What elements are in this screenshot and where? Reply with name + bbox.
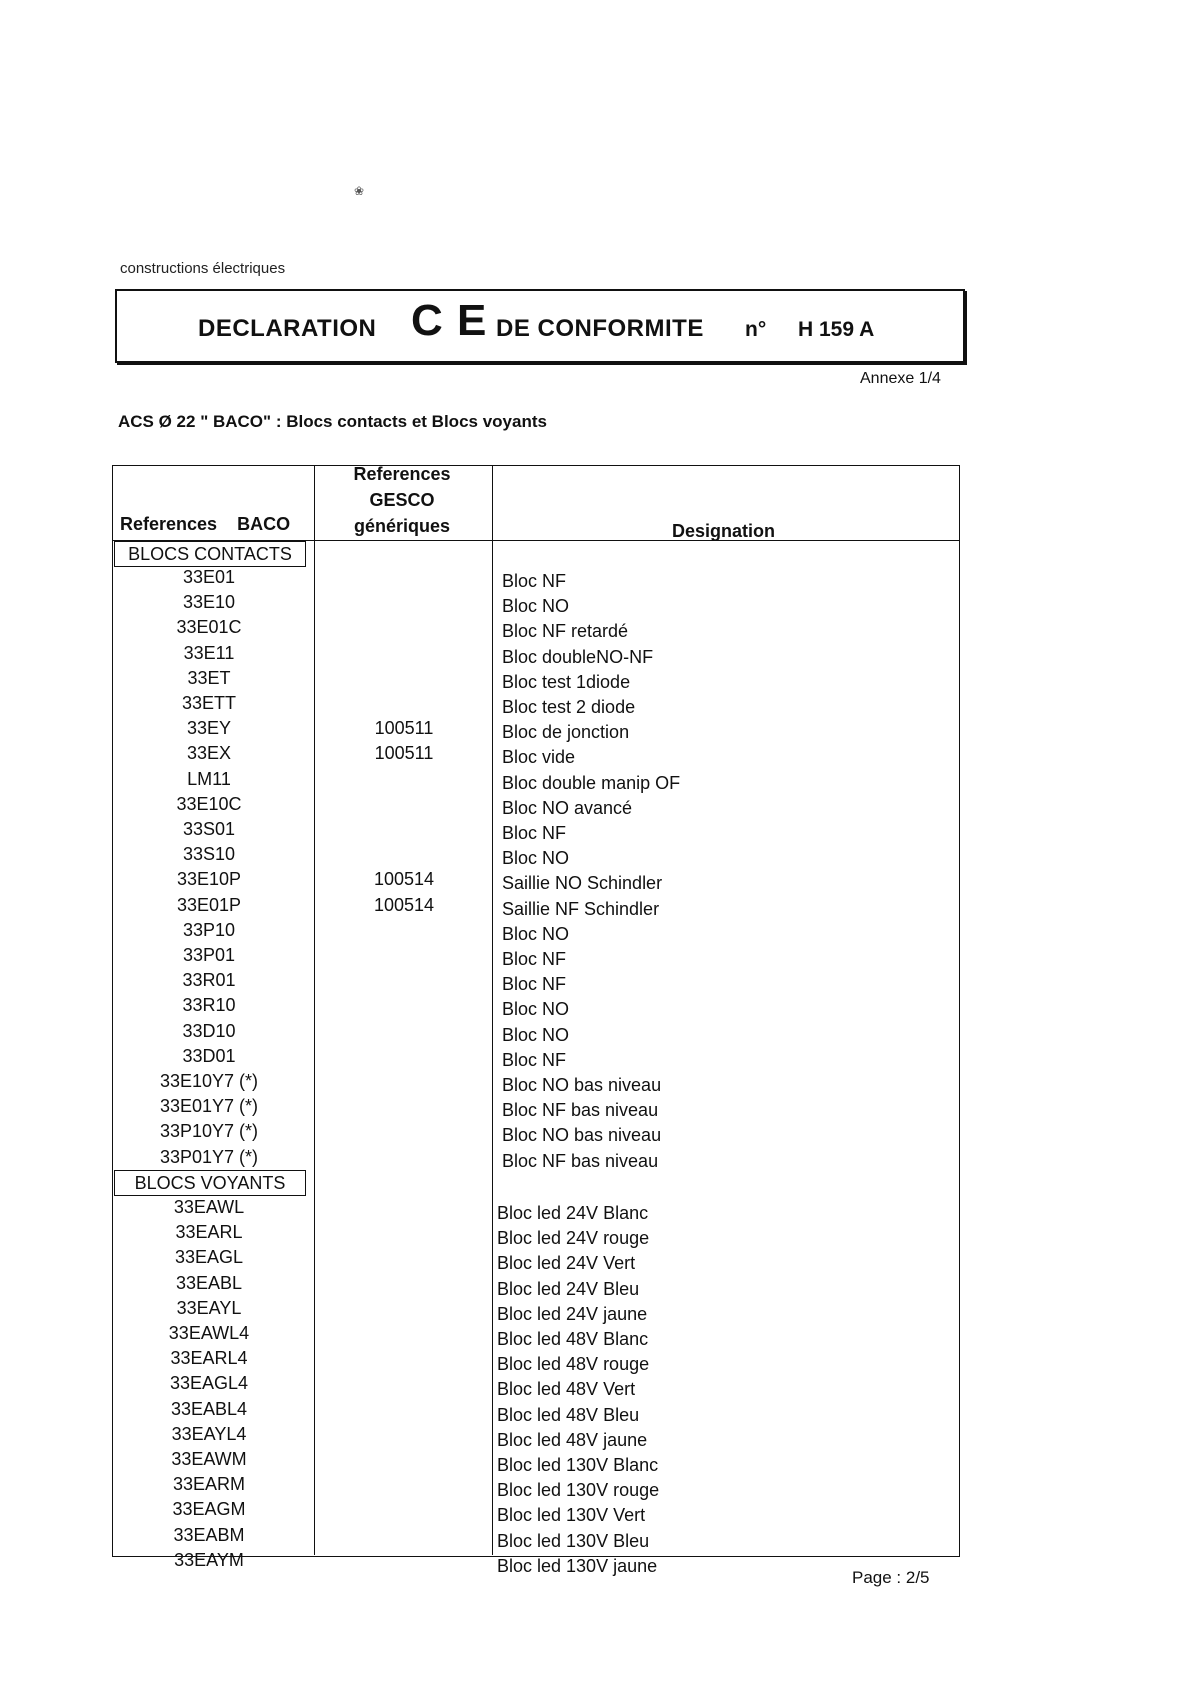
row-designation: Bloc NF xyxy=(502,1049,567,1070)
row-designation: Bloc de jonction xyxy=(502,722,630,743)
title-declaration: DECLARATION xyxy=(198,315,377,342)
row-designation: Bloc NF retardé xyxy=(502,621,629,642)
row-designation: Bloc NO avancé xyxy=(502,797,633,818)
row-designation: Bloc led 48V rouge xyxy=(497,1354,650,1375)
row-ref-baco: 33EAGL xyxy=(174,1247,244,1268)
header-designation: Designation xyxy=(672,521,776,541)
declaration-title-box xyxy=(115,289,965,363)
row-designation: Bloc doubleNO-NF xyxy=(502,646,654,667)
row-ref-baco: 33S10 xyxy=(182,844,236,865)
row-designation: Bloc led 130V Vert xyxy=(497,1505,646,1526)
row-ref-gesco: 100511 xyxy=(374,743,434,764)
row-designation: Bloc led 24V Blanc xyxy=(497,1203,649,1223)
row-ref-baco: 33EAWL xyxy=(173,1197,245,1217)
row-ref-baco: 33P01 xyxy=(182,945,236,965)
title-number-label: n° xyxy=(745,318,767,341)
row-ref-baco: 33E01Y7 (*) xyxy=(159,1096,259,1117)
row-ref-baco: 33E01C xyxy=(176,617,242,638)
row-ref-baco: 33E10Y7 (*) xyxy=(159,1071,259,1091)
row-ref-baco: 33EAYL xyxy=(176,1297,242,1318)
row-designation: Bloc led 24V Vert xyxy=(497,1253,636,1274)
row-ref-baco: 33EAGM xyxy=(172,1499,246,1520)
row-designation: Bloc NO xyxy=(502,923,570,944)
table-col-divider-2 xyxy=(492,465,493,1555)
annexe-label: Annexe 1/4 xyxy=(860,370,941,387)
row-ref-baco: 33EARM xyxy=(172,1474,246,1495)
row-designation: Bloc led 48V Blanc xyxy=(497,1329,649,1349)
row-ref-baco: LM11 xyxy=(187,768,231,789)
row-designation: Bloc led 24V Bleu xyxy=(497,1278,640,1299)
row-ref-baco: 33ET xyxy=(187,667,231,688)
row-designation: Bloc NF bas niveau xyxy=(502,1150,659,1171)
row-ref-baco: 33D01 xyxy=(182,1045,236,1066)
row-designation: Bloc led 24V rouge xyxy=(497,1228,650,1249)
header-gesco-line-1: References xyxy=(353,464,451,484)
row-ref-baco: 33E01P xyxy=(176,894,242,915)
row-ref-baco: 33EAWL4 xyxy=(168,1323,250,1343)
row-ref-baco: 33EABM xyxy=(173,1524,245,1545)
row-designation: Bloc NF xyxy=(502,949,567,969)
row-designation: Bloc test 2 diode xyxy=(502,697,636,717)
row-designation: Bloc led 48V jaune xyxy=(497,1429,648,1450)
row-designation: Saillie NO Schindler xyxy=(502,873,663,894)
row-ref-baco: 33P01Y7 (*) xyxy=(159,1146,259,1167)
row-ref-baco: 33P10Y7 (*) xyxy=(159,1121,259,1142)
row-designation: Bloc led 130V Blanc xyxy=(497,1455,659,1475)
section-blocs-voyants: BLOCS VOYANTS xyxy=(114,1170,306,1196)
row-ref-baco: 33EARL4 xyxy=(170,1348,248,1369)
header-ref-baco xyxy=(120,514,290,535)
row-designation: Bloc NF xyxy=(502,974,567,995)
row-ref-baco: 33D10 xyxy=(182,1020,236,1041)
header-gesco xyxy=(312,461,492,539)
company-tagline: constructions électriques xyxy=(120,260,286,277)
row-ref-baco: 33ETT xyxy=(181,693,237,713)
row-ref-baco: 33EAGL4 xyxy=(169,1373,249,1394)
row-designation: Bloc led 130V jaune xyxy=(497,1555,658,1576)
row-ref-baco: 33S01 xyxy=(182,819,236,839)
row-designation: Bloc NF xyxy=(502,571,567,591)
title-conformite: DE CONFORMITE xyxy=(496,315,704,342)
row-designation: Bloc NO xyxy=(502,848,570,869)
page-subtitle: ACS Ø 22 " BACO" : Blocs contacts et Blocs voyants xyxy=(118,412,547,431)
row-designation: Bloc led 130V Bleu xyxy=(497,1530,650,1551)
row-ref-baco: 33EX xyxy=(186,743,232,764)
product-table xyxy=(112,464,962,1576)
row-designation: Bloc NF xyxy=(502,823,567,843)
row-ref-baco: 33E10 xyxy=(182,592,236,613)
page-number: Page : 2/5 xyxy=(852,1568,930,1587)
row-designation: Bloc test 1diode xyxy=(502,671,631,692)
title-number: H 159 A xyxy=(798,318,875,341)
row-ref-baco: 33E01 xyxy=(182,567,236,587)
row-designation: Bloc led 48V Bleu xyxy=(497,1404,640,1425)
row-ref-baco: 33R01 xyxy=(182,970,236,991)
row-designation: Bloc led 48V Vert xyxy=(497,1379,636,1400)
row-designation: Bloc double manip OF xyxy=(502,772,681,793)
row-ref-baco: 33E10C xyxy=(176,793,242,814)
title-ce-c: C xyxy=(411,296,443,345)
header-baco-label: BACO xyxy=(237,514,291,534)
row-designation: Saillie NF Schindler xyxy=(502,898,660,919)
row-ref-baco: 33EABL xyxy=(175,1272,243,1293)
row-designation: Bloc NF bas niveau xyxy=(502,1100,659,1121)
row-ref-baco: 33P10 xyxy=(182,919,236,940)
row-ref-gesco: 100514 xyxy=(373,894,435,915)
title-ce-e: E xyxy=(457,296,487,345)
row-designation: Bloc vide xyxy=(502,747,576,768)
header-ref-label: References xyxy=(120,514,218,534)
row-ref-baco: 33EAYL4 xyxy=(171,1423,247,1444)
row-ref-baco: 33EY xyxy=(186,718,232,739)
row-ref-baco: 33R10 xyxy=(182,995,236,1016)
header-gesco-line-3: génériques xyxy=(353,516,451,536)
row-ref-gesco: 100511 xyxy=(374,718,434,739)
row-ref-gesco: 100514 xyxy=(373,869,435,890)
row-ref-baco: 33E10P xyxy=(176,869,242,890)
row-designation: Bloc NO bas niveau xyxy=(502,1125,662,1146)
row-designation: Bloc led 130V rouge xyxy=(497,1480,660,1501)
row-ref-baco: 33EAYM xyxy=(174,1549,244,1570)
header-gesco-line-2: GESCO xyxy=(369,490,435,510)
row-designation: Bloc NO xyxy=(502,999,570,1020)
table-col-divider-1 xyxy=(314,465,315,1555)
small-mark-icon: ❀ xyxy=(354,184,365,198)
row-ref-baco: 33EABL4 xyxy=(170,1398,248,1419)
section-blocs-contacts: BLOCS CONTACTS xyxy=(114,541,306,567)
row-designation: Bloc NO xyxy=(502,1024,570,1045)
row-designation: Bloc NO bas niveau xyxy=(502,1075,662,1095)
row-ref-baco: 33EAWM xyxy=(171,1449,247,1469)
row-designation: Bloc NO xyxy=(502,596,570,617)
row-ref-baco: 33E11 xyxy=(183,642,235,663)
row-designation: Bloc led 24V jaune xyxy=(497,1303,648,1324)
row-ref-baco: 33EARL xyxy=(175,1222,243,1243)
